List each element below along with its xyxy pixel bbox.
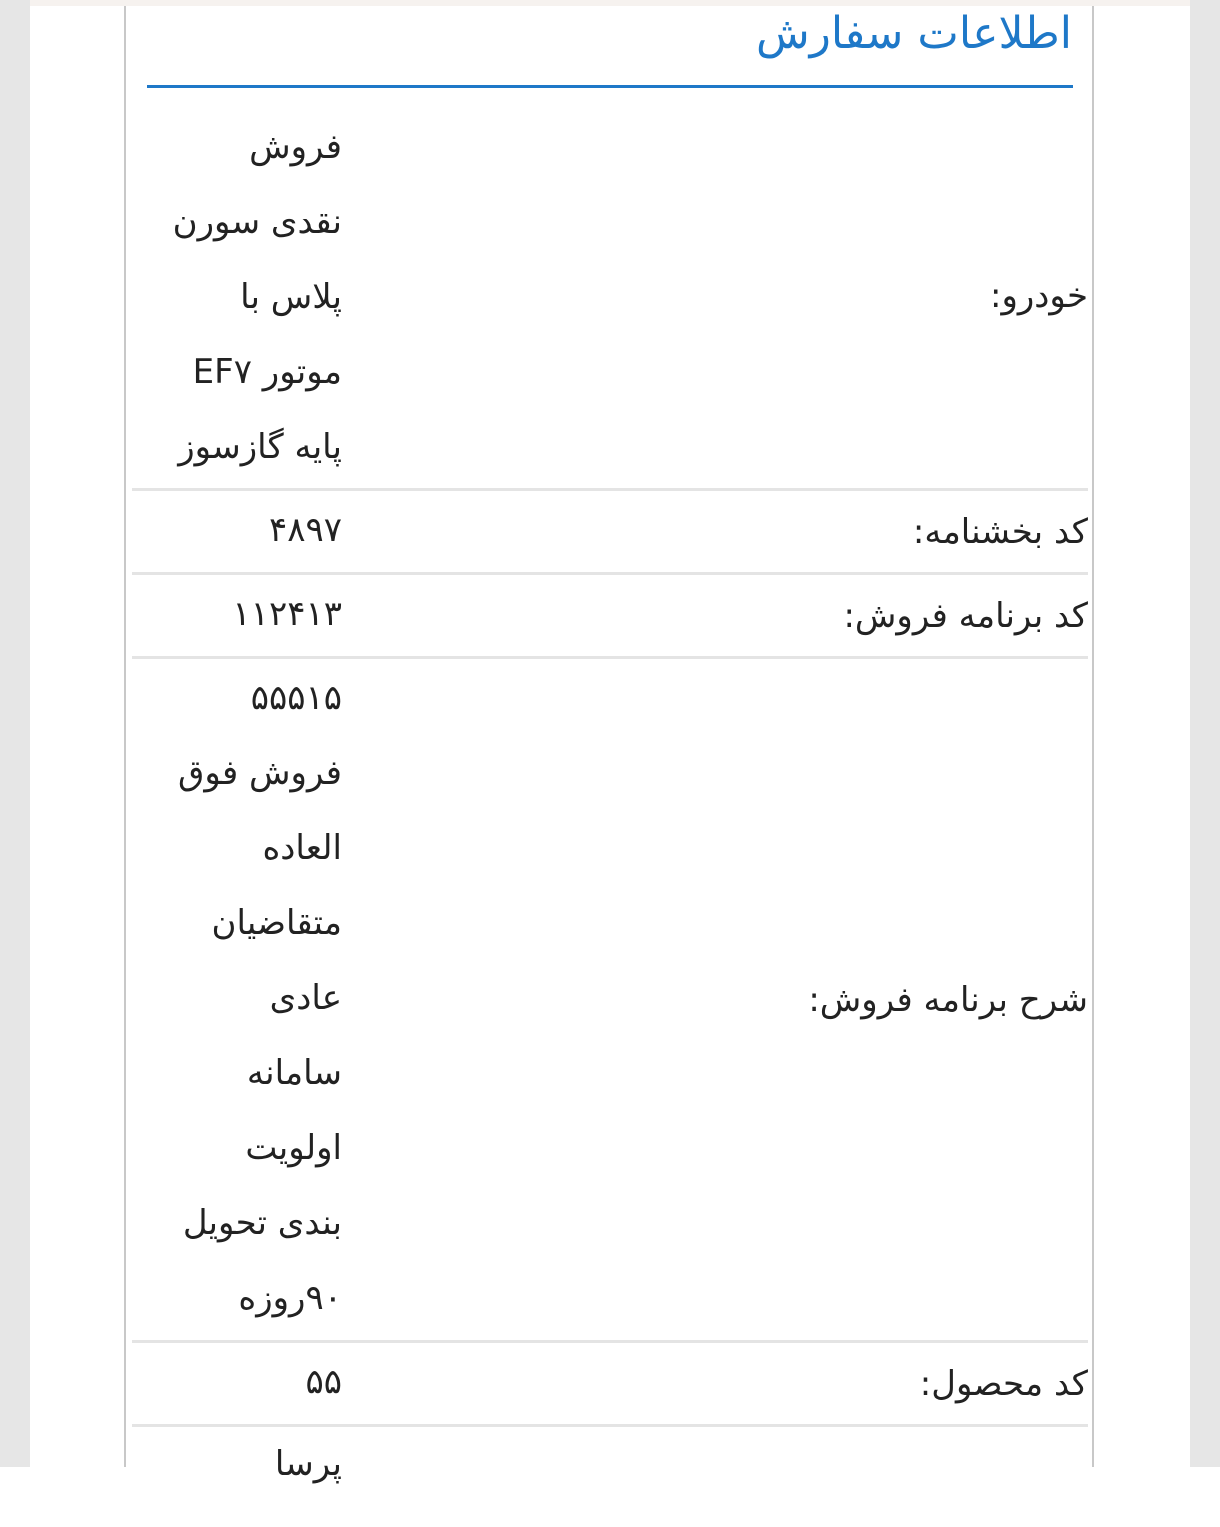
row-product-code xyxy=(132,1343,1088,1427)
order-info-card xyxy=(124,6,1094,1484)
sales-program-description-line: العاده xyxy=(262,828,342,868)
vehicle-value-line: موتور EF۷ xyxy=(192,352,342,392)
vehicle-value-line: نقدی سورن xyxy=(172,202,342,242)
sales-program-description-value xyxy=(142,661,342,1336)
row-sales-program-description xyxy=(132,659,1088,1343)
sales-program-description-line: متقاضیان xyxy=(211,903,342,943)
sales-program-code-value-line: ۱۱۲۴۱۳ xyxy=(232,594,342,634)
circular-code-value-line: ۴۸۹۷ xyxy=(268,510,342,550)
sales-program-description-line: سامانه xyxy=(246,1053,342,1093)
right-gutter xyxy=(1190,0,1220,1467)
row-vehicle xyxy=(132,103,1088,491)
sales-program-code-label: کد برنامه فروش: xyxy=(843,595,1088,636)
vehicle-value-line: فروش xyxy=(249,127,342,167)
vehicle-value-line: پلاس با xyxy=(240,277,342,317)
sales-program-code-value xyxy=(142,577,342,652)
product-code-value xyxy=(142,1345,342,1420)
next-row-value xyxy=(142,1427,342,1502)
title-divider xyxy=(147,85,1073,88)
section-title: اطلاعات سفارش xyxy=(755,8,1072,59)
row-next-partial xyxy=(132,1427,1088,1527)
next-row-value-line: پرسا xyxy=(274,1444,342,1484)
sales-program-description-line: بندی تحویل xyxy=(182,1203,342,1243)
vehicle-label: خودرو: xyxy=(989,275,1088,316)
vehicle-value xyxy=(142,110,342,485)
product-code-label: کد محصول: xyxy=(919,1363,1088,1404)
order-info-table xyxy=(132,103,1088,1527)
circular-code-value xyxy=(142,493,342,568)
row-sales-program-code xyxy=(132,575,1088,659)
sales-program-description-line: عادی xyxy=(269,978,342,1018)
vehicle-value-line: پایه گازسوز xyxy=(178,427,342,467)
sales-program-description-line: فروش فوق xyxy=(178,753,342,793)
sales-program-description-line: ۹۰روزه xyxy=(238,1278,342,1318)
circular-code-label: کد بخشنامه: xyxy=(912,511,1088,552)
product-code-value-line: ۵۵ xyxy=(305,1362,342,1402)
left-gutter xyxy=(0,0,30,1467)
sales-program-description-line: ۵۵۵۱۵ xyxy=(250,678,342,718)
row-circular-code xyxy=(132,491,1088,575)
sales-program-description-line: اولویت xyxy=(245,1128,342,1168)
sales-program-description-label: شرح برنامه فروش: xyxy=(808,979,1088,1020)
